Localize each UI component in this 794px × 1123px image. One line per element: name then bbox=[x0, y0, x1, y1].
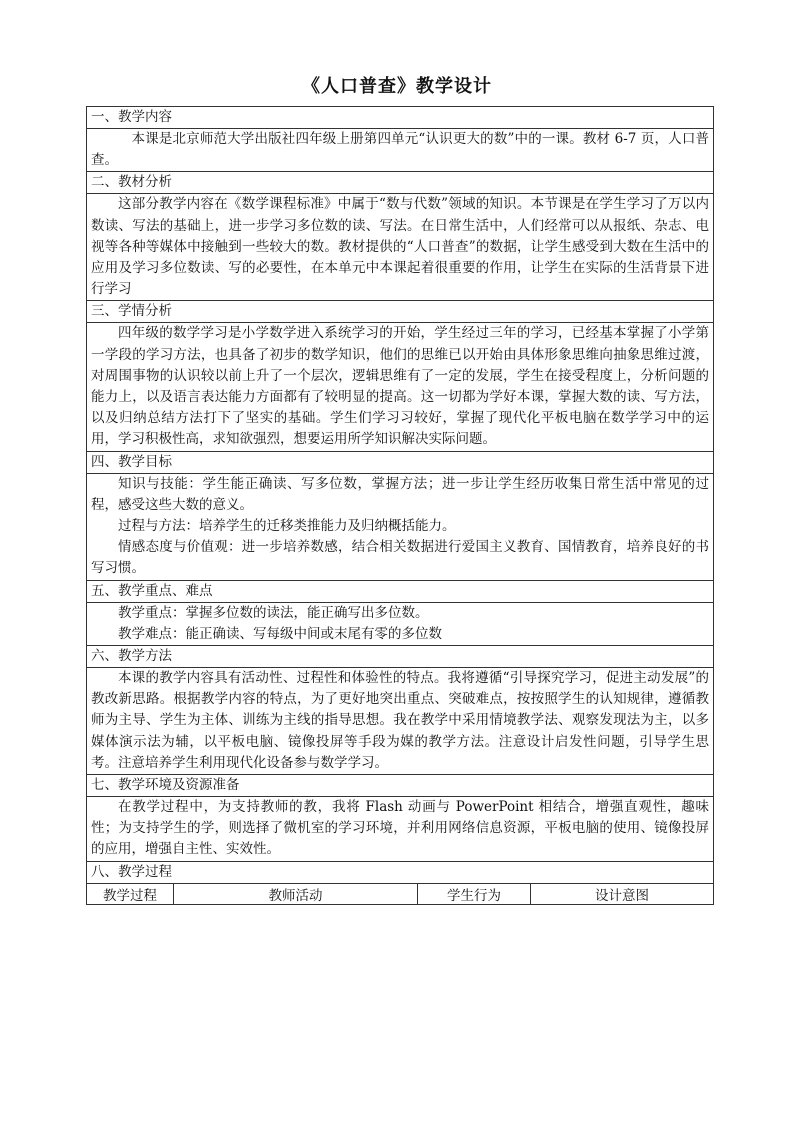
paragraph: 本课的教学内容具有活动性、过程性和体验性的特点。我将遵循“引导探究学习，促进主动发展”的教改新思路。根据教学内容的特点，为了更好地突出重点、突破难点，按按照学生的认知规律，遵循教师为主导、学生为主体、训练为主线的指导思想。我在教学中采用情境教学法、观察发现法为主，以多媒体演示法为辅，以平板电脑、镜像投屏等手段为媒的教学方法。注意设计启发性问题，引导学生思考。注意培养学生利用现代化设备参与数学学习。 bbox=[91, 670, 709, 771]
column-header-intent: 设计意图 bbox=[595, 887, 649, 904]
process-table-header bbox=[87, 884, 713, 904]
section-body-material bbox=[87, 194, 713, 301]
section-heading-environment: 七、教学环境及资源准备 bbox=[87, 775, 713, 797]
section-heading-goals: 四、教学目标 bbox=[87, 452, 713, 474]
section-body-key-points bbox=[87, 603, 713, 646]
section-body-students bbox=[87, 323, 713, 451]
paragraph: 这部分教学内容在《数学课程标准》中属于“数与代数”领域的知识。本节课是在学生学习了万以内数读、写法的基础上，进一步学习多位数的读、写法。在日常生活中，人们经常可以从报纸、杂志、电视等各种等媒体中接触到一些较大的数。教材提供的“人口普查”的数据，让学生感受到大数在生活中的应用及学习多位数读、写的必要性，在本单元中本课起着很重要的作用，让学生在实际的生活背景下进行学习 bbox=[91, 196, 709, 298]
section-body-content bbox=[87, 129, 713, 172]
paragraph-key-point: 教学重点：掌握多位数的读法，能正确写出多位数。 bbox=[118, 604, 429, 621]
section-heading-process: 八、教学过程 bbox=[87, 862, 713, 884]
column-header-student: 学生行为 bbox=[418, 884, 531, 904]
section-body-environment bbox=[87, 797, 713, 862]
section-heading-methods: 六、教学方法 bbox=[87, 646, 713, 668]
lesson-plan-table bbox=[86, 106, 714, 905]
paragraph: 本课是北京师范大学出版社四年级上册第四单元“认识更大的数”中的一课。教材 6-7 页，人口普查。 bbox=[91, 131, 709, 169]
document-title: 《人口普查》教学设计 bbox=[302, 76, 492, 97]
column-header-stage: 教学过程 bbox=[87, 884, 174, 904]
column-header-teacher: 教师活动 bbox=[174, 884, 418, 904]
paragraph: 四年级的数学学习是小学数学进入系统学习的开始，学生经过三年的学习，已经基本掌握了小学第一学段的学习方法，也具备了初步的数学知识，他们的思维已以开始由具体形象思维向抽象思维过渡，对周围事物的认识较以前上升了一个层次，逻辑思维有了一定的发展，学生在接受程度上，分析问题的能力上，以及语言表达能力方面都有了较明显的提高。这一切都为学好本课，掌握大数的读、写方法，以及归纳总结方法打下了坚实的基础。学生们学习习较好，掌握了现代化平板电脑在数学学习中的运用，学习积极性高，求知欲强烈，想要运用所学知识解决实际问题。 bbox=[91, 325, 709, 448]
section-heading-material: 二、教材分析 bbox=[87, 172, 713, 194]
paragraph-process: 过程与方法：培养学生的迁移类推能力及归纳概括能力。 bbox=[118, 518, 456, 535]
paragraph-knowledge: 知识与技能：学生能正确读、写多位数，掌握方法；进一步让学生经历收集日常生活中常见的过程，感受这些大数的意义。 bbox=[91, 475, 709, 513]
paragraph: 在教学过程中，为支持教师的教，我将 Flash 动画与 PowerPoint 相结合，增强直观性，趣味性；为支持学生的学，则选择了微机室的学习环境，并利用网络信息资源，平板电脑的使用、镜像投屏的应用，增强自主性、实效性。 bbox=[91, 799, 709, 858]
paragraph-difficulty: 教学难点：能正确读、写每级中间或末尾有零的多位数 bbox=[118, 625, 442, 642]
section-body-goals bbox=[87, 474, 713, 581]
paragraph-attitude: 情感态度与价值观：进一步培养数感，结合相关数据进行爱国主义教育、国情教育，培养良好的书写习惯。 bbox=[91, 539, 709, 577]
section-heading-key-points: 五、教学重点、难点 bbox=[87, 581, 713, 603]
section-body-methods bbox=[87, 668, 713, 775]
section-heading-content: 一、教学内容 bbox=[87, 107, 713, 129]
section-heading-students: 三、学情分析 bbox=[87, 301, 713, 323]
